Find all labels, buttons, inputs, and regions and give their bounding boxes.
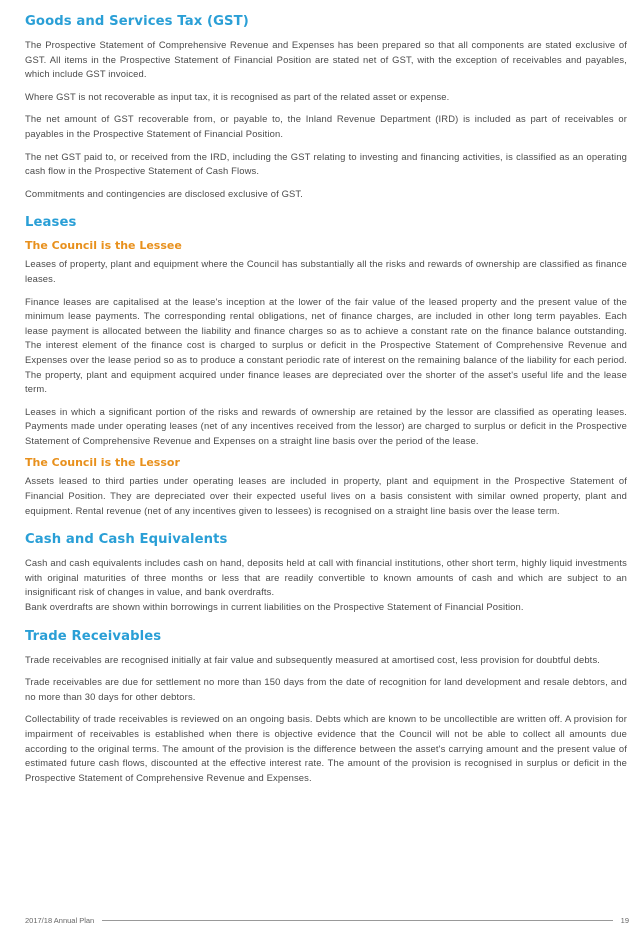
lessee-paragraph-3: Leases in which a significant portion of the risks and rewards of ownership are retained by the lessor are classified as operating leases. Payments made under operating leases (net of any incentives received from the lessor) are charged to surplus or deficit in the Prospective Statement of Comprehensive Revenue and Expenses on a straight line basis over the period of the lease.	[25, 405, 627, 446]
cash-paragraph-1: Cash and cash equivalents includes cash on hand, deposits held at call with financial institutions, other short term, highly liquid investments with original maturities of three months or less that are readily convertible to known amounts of cash and which are subject to an insignificant risk of changes in value, and bank overdrafts.	[25, 557, 627, 598]
gst-paragraph-4: The net GST paid to, or received from the IRD, including the GST relating to investing and financing activities, is classified as an operating cash flow in the Prospective Statement of Cash Flows.	[25, 150, 627, 177]
lessee-paragraph-2: Finance leases are capitalised at the lease's inception at the lower of the fair value of the leased property and the present value of the minimum lease payments. The corresponding rental obligations, net of finance charges, are included in other long term payables. Each lease payment is allocated between the liability and finance charges so as to achieve a constant rate on the finance balance outstanding. The interest element of the finance cost is charged to surplus or deficit in the Prospective Statement of Comprehensive Revenue and Expenses over the lease period so as to produce a constant periodic rate of interest on the remaining balance of the liability for each period. The property, plant and equipment acquired under finance leases are depreciated over the shorter of the asset's useful life and the lease term.	[25, 295, 627, 395]
leases-section	[25, 215, 627, 518]
trade-paragraph-1: Trade receivables are recognised initially at fair value and subsequently measured at amortised cost, less provision for doubtful debts.	[25, 653, 601, 665]
page-number: 19	[620, 916, 629, 925]
gst-paragraph-1: The Prospective Statement of Comprehensive Revenue and Expenses has been prepared so that all components are stated exclusive of GST. All items in the Prospective Statement of Financial Position are stated net of GST, with the exception of receivables and payables, which include GST invoiced.	[25, 39, 627, 80]
trade-paragraph-3: Collectability of trade receivables is reviewed on an ongoing basis. Debts which are known to be uncollectible are written off. A provision for impairment of receivables is established when there is objective evidence that the Council will not be able to collect all amounts due according to the original terms. The amount of the provision is the difference between the asset's carrying amount and the present value of estimated future cash flows, discounted at the effective interest rate. The amount of the provision is recognised in surplus or deficit in the Prospective Statement of Comprehensive Revenue and Expenses.	[25, 713, 627, 783]
footer-rule	[102, 920, 612, 921]
gst-paragraph-3: The net amount of GST recoverable from, or payable to, the Inland Revenue Department (IRD) is included as part of receivables or payables in the Prospective Statement of Financial Position.	[25, 113, 627, 139]
cash-paragraph-2: Bank overdrafts are shown within borrowings in current liabilities on the Prospective Statement of Financial Position.	[25, 601, 524, 613]
lessee-paragraph-1: Leases of property, plant and equipment where the Council has substantially all the risks and rewards of ownership are classified as finance leases.	[25, 258, 627, 284]
gst-section	[25, 14, 627, 201]
cash-section	[25, 532, 627, 614]
page-content	[25, 14, 627, 799]
leases-heading: Leases	[25, 215, 77, 231]
gst-paragraph-5: Commitments and contingencies are disclosed exclusive of GST.	[25, 187, 304, 199]
trade-paragraph-2: Trade receivables are due for settlement no more than 150 days from the date of recognition for land development and resale debtors, and no more than 30 days for other debtors.	[25, 676, 627, 702]
footer-document-title: 2017/18 Annual Plan	[25, 916, 95, 925]
trade-heading: Trade Receivables	[25, 628, 162, 644]
lessor-paragraph-1: Assets leased to third parties under operating leases are included in property, plant and equipment in the Prospective Statement of Financial Position. They are depreciated over their expected useful lives on a basis consistent with similar owned property, plant and equipment. Rental revenue (net of any incentives given to lessees) is recognised on a straight line basis over the lease term.	[25, 475, 627, 516]
page-footer	[25, 916, 629, 925]
trade-section	[25, 629, 627, 786]
gst-paragraph-2: Where GST is not recoverable as input tax, it is recognised as part of the related asset or expense.	[25, 90, 450, 102]
gst-heading: Goods and Services Tax (GST)	[25, 14, 249, 29]
lessee-subheading: The Council is the Lessee	[25, 239, 182, 253]
lessor-subheading: The Council is the Lessor	[25, 456, 180, 470]
cash-heading: Cash and Cash Equivalents	[25, 532, 228, 548]
